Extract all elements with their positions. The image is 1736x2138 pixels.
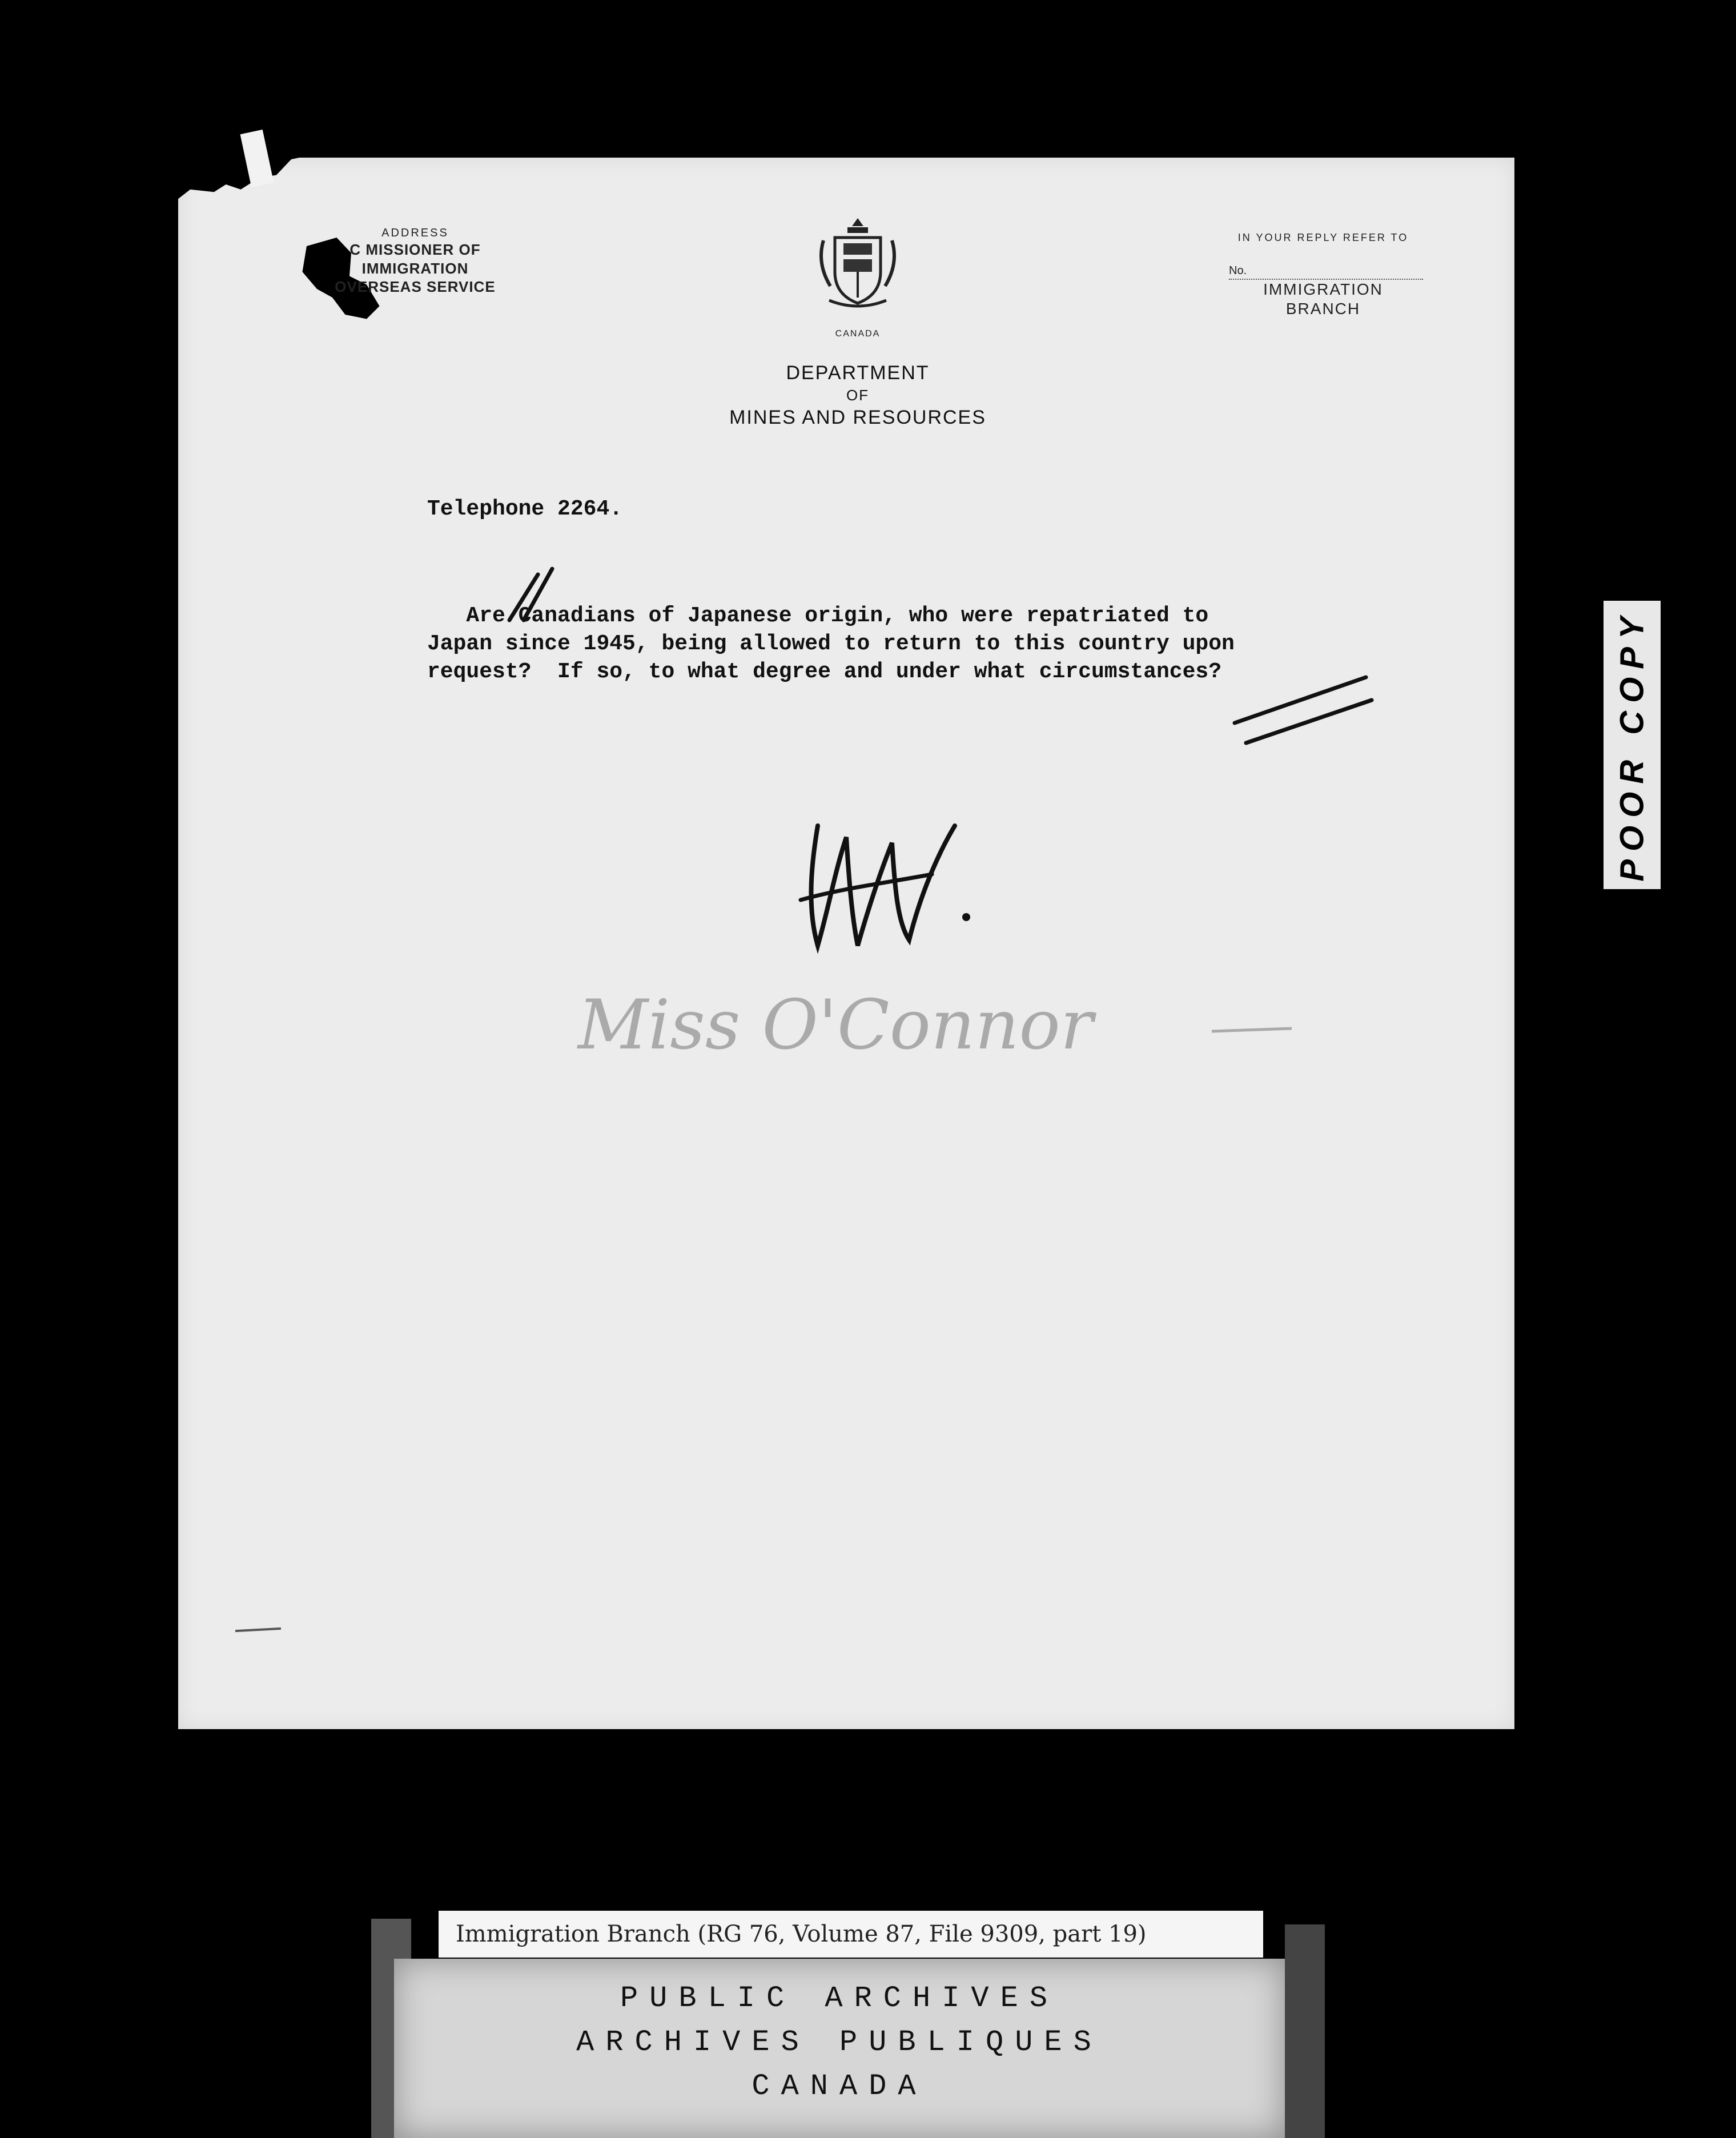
address-label: ADDRESS xyxy=(381,227,449,239)
department-line-3: MINES AND RESOURCES xyxy=(729,407,986,428)
stamp-line-2: ARCHIVES PUBLIQUES xyxy=(576,2026,1103,2059)
letter-body: Are Canadians of Japanese origin, who were repatriated to Japan since 1945, being allowed to return to this country upon request? If so, to what degree and under what circumstances? xyxy=(427,604,1235,684)
reply-reference-block xyxy=(1229,232,1417,318)
address-line-2: OVERSEAS SERVICE xyxy=(335,278,496,295)
reply-branch-line-2: BRANCH xyxy=(1285,299,1361,318)
address-line-1: C MISSIONER OF IMMIGRATION xyxy=(349,241,481,277)
stamp-line-3: CANADA xyxy=(752,2069,927,2103)
svg-text:Miss O'Connor: Miss O'Connor xyxy=(578,986,1094,1065)
reply-branch-line-1: IMMIGRATION xyxy=(1263,280,1383,298)
poor-copy-text: POOR COPY xyxy=(1613,608,1651,882)
handwritten-initials xyxy=(795,803,978,968)
department-line-2: OF xyxy=(846,387,870,404)
poor-copy-label xyxy=(1604,601,1661,889)
edge-mark xyxy=(235,1627,281,1632)
stamp-line-1: PUBLIC ARCHIVES xyxy=(620,1982,1059,2015)
pencil-note xyxy=(572,968,1315,1083)
reply-refer-label: IN YOUR REPLY REFER TO xyxy=(1237,232,1409,243)
reply-number-field: No. xyxy=(1229,264,1423,280)
department-line-1: DEPARTMENT xyxy=(786,362,930,384)
archives-stamp xyxy=(394,1959,1285,2138)
telephone-line: Telephone 2264. xyxy=(427,497,623,521)
coat-of-arms-icon xyxy=(812,215,903,312)
pen-mark-close xyxy=(1229,672,1377,746)
department-heading xyxy=(635,362,1080,429)
film-reel-right xyxy=(1285,1924,1325,2138)
address-block xyxy=(295,226,535,296)
document-page xyxy=(178,158,1514,1729)
crest-label: CANADA xyxy=(835,329,881,339)
archive-reference: Immigration Branch (RG 76, Volume 87, File 9309, part 19) xyxy=(439,1911,1263,1958)
